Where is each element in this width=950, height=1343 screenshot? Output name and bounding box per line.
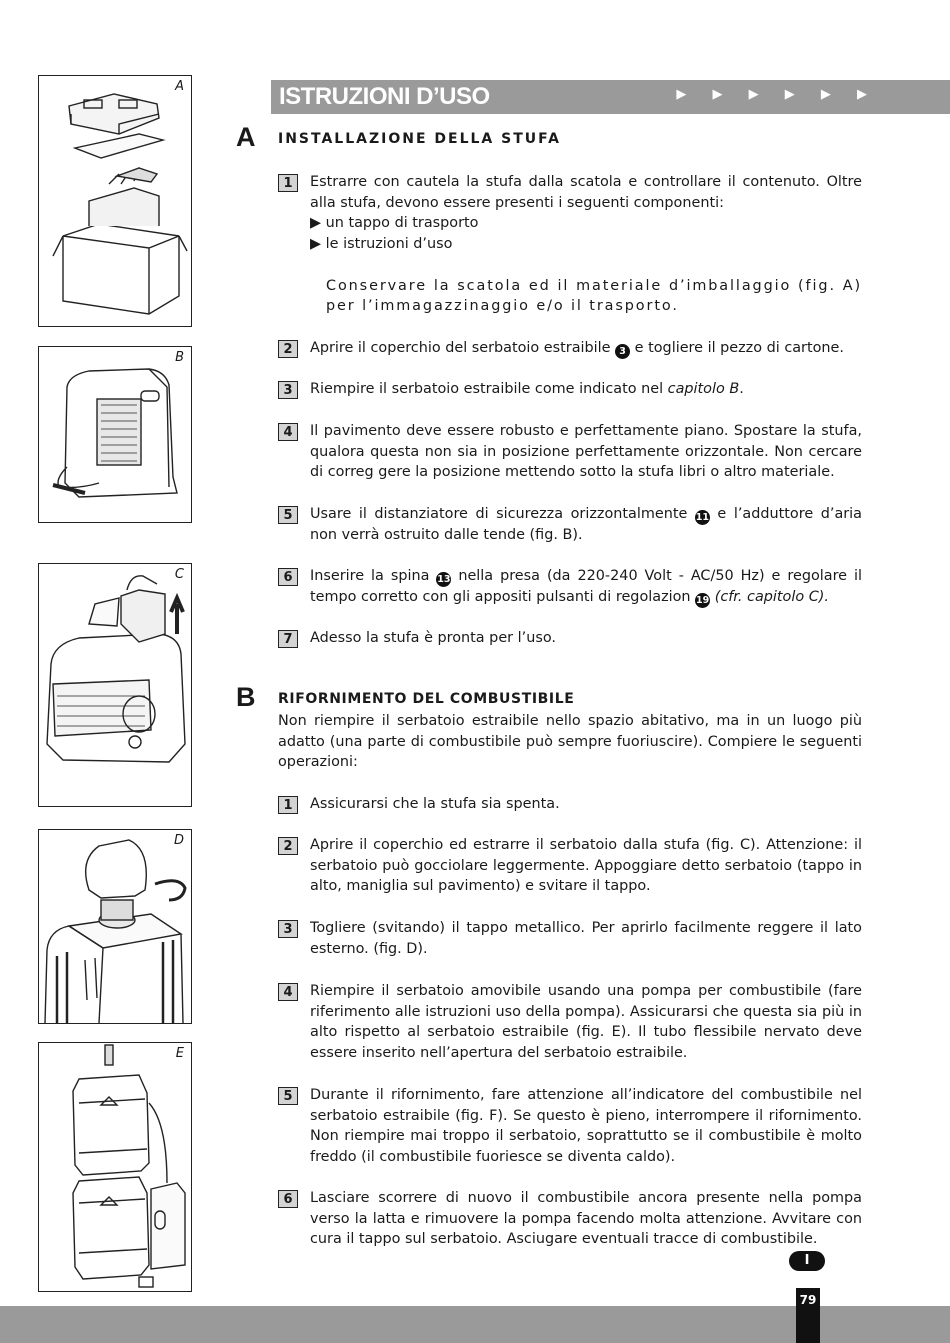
figure-label: A bbox=[175, 79, 184, 94]
step-text: Estrarre con cautela la stufa dalla scatola e controllare il contenuto. Oltre alla stufa, devono essere presenti i seguenti componenti: bbox=[310, 174, 862, 211]
step-text: Usare il distanziatore di sicurezza orizzontalmente 11 e l’adduttore d’aria non verrà ostruito dalle tende (fig. B). bbox=[310, 506, 862, 543]
figure-a bbox=[38, 75, 192, 327]
figure-d bbox=[38, 829, 192, 1024]
step-number: 6 bbox=[278, 1190, 298, 1208]
storage-note: Conservare la scatola ed il materiale d’imballaggio (fig. A) per l’immagazzinaggio e/o il trasporto. bbox=[326, 277, 862, 315]
arrow-decoration-icon: ▶ ▶ ▶ ▶ ▶ ▶ bbox=[676, 87, 878, 102]
reference-marker: 11 bbox=[695, 512, 709, 523]
step-a6 bbox=[278, 566, 862, 608]
figure-c bbox=[38, 563, 192, 807]
step-number: 3 bbox=[278, 920, 298, 938]
cap-unscrew-illustration bbox=[39, 830, 191, 1023]
step-a3 bbox=[278, 379, 862, 400]
tank-removal-illustration bbox=[39, 564, 191, 806]
step-text: Aprire il coperchio ed estrarre il serbatoio dalla stufa (fig. C). Attenzione: il serbatoio può gocciolare leggermente. Appoggiare detto serbatoio (tappo in alto, maniglia sul pavimento) e svitare il tappo. bbox=[310, 837, 862, 895]
heater-rear-illustration bbox=[39, 347, 191, 522]
step-number: 6 bbox=[278, 568, 298, 586]
step-number: 5 bbox=[278, 1087, 298, 1105]
section-b-intro: Non riempire il serbatoio estraibile nello spazio abitativo, ma in un luogo più adatto (una parte di combustibile può sempre fuoriuscire). Compiere le seguenti operazioni: bbox=[278, 713, 862, 771]
bullet-item: ▶ un tappo di trasporto bbox=[310, 215, 479, 232]
step-number: 1 bbox=[278, 796, 298, 814]
figure-e bbox=[38, 1042, 192, 1292]
reference-marker: 3 bbox=[615, 344, 630, 359]
figure-b bbox=[38, 346, 192, 523]
page-title: ISTRUZIONI D’USO bbox=[279, 83, 490, 110]
reference-marker: 19 bbox=[696, 595, 710, 606]
step-text: Adesso la stufa è pronta per l’uso. bbox=[310, 630, 556, 646]
step-text: Lasciare scorrere di nuovo il combustibile ancora presente nella pompa verso la latta e rimuovere la pompa facendo molta attenzione. Avvitare con cura il tappo sul serbatoio. Asciugare eventuali tracce di combustibile. bbox=[310, 1190, 862, 1248]
figure-label: B bbox=[175, 350, 184, 365]
section-header-bar bbox=[271, 80, 950, 114]
step-number: 2 bbox=[278, 340, 298, 358]
refuelling-pump-illustration bbox=[39, 1043, 191, 1291]
step-text: Il pavimento deve essere robusto e perfettamente piano. Spostare la stufa, qualora questa non sia in posizione perfettamente orizzontale. Non cercare di correg gere la posizione mettendo sotto la stufa libri o altro materiale. bbox=[310, 423, 862, 481]
step-number: 5 bbox=[278, 506, 298, 524]
step-a7 bbox=[278, 628, 862, 649]
step-a1 bbox=[278, 172, 862, 317]
page-number: 79 bbox=[796, 1288, 820, 1343]
step-a4 bbox=[278, 421, 862, 483]
step-b2 bbox=[278, 835, 862, 897]
step-text: Riempire il serbatoio estraibile come indicato nel capitolo B. bbox=[310, 381, 744, 397]
step-text: Durante il rifornimento, fare attenzione all’indicatore del combustibile nel serbatoio estraibile (fig. F). Se questo è pieno, interrompere il rifornimento. Non riempire mai troppo il serbatoio, soprattutto se il combustibile è molto freddo (il combustibile fuoriesce se diventa caldo). bbox=[310, 1087, 862, 1166]
step-b5 bbox=[278, 1085, 862, 1168]
section-a-letter: A bbox=[236, 122, 256, 152]
box-unpacking-illustration bbox=[39, 76, 191, 326]
step-text: Riempire il serbatoio amovibile usando una pompa per combustibile (fare riferimento alle istruzioni uso della pompa). Assicurarsi che questa sia più in alto rispetto al serbatoio estraibile (fig. E). Il tubo flessibile nervato deve essere inserito nell’apertura del serbatoio estraibile. bbox=[310, 983, 862, 1062]
bullet-item: ▶ le istruzioni d’uso bbox=[310, 236, 453, 253]
section-b-letter: B bbox=[236, 682, 256, 712]
step-text: Assicurarsi che la stufa sia spenta. bbox=[310, 796, 560, 812]
step-number: 7 bbox=[278, 630, 298, 648]
step-number: 2 bbox=[278, 837, 298, 855]
figure-label: D bbox=[173, 833, 184, 848]
step-b6 bbox=[278, 1188, 862, 1250]
step-number: 1 bbox=[278, 174, 298, 192]
step-b3 bbox=[278, 918, 862, 959]
language-badge: I bbox=[789, 1251, 825, 1271]
figure-label: C bbox=[174, 567, 184, 582]
step-a2 bbox=[278, 338, 862, 359]
figure-label: E bbox=[175, 1046, 184, 1061]
step-text: Togliere (svitando) il tappo metallico. Per aprirlo facilmente reggere il lato esterno. (fig. D). bbox=[310, 920, 862, 957]
step-text: Inserire la spina 13 nella presa (da 220-240 Volt - AC/50 Hz) e regolare il tempo corretto con gli appositi pulsanti di regolazion 19 (cfr. capitolo C). bbox=[310, 568, 862, 606]
step-b4 bbox=[278, 981, 862, 1064]
step-number: 4 bbox=[278, 983, 298, 1001]
step-text: Aprire il coperchio del serbatoio estraibile 3 e togliere il pezzo di cartone. bbox=[310, 340, 844, 357]
step-number: 3 bbox=[278, 381, 298, 399]
step-a5 bbox=[278, 504, 862, 546]
step-b1 bbox=[278, 794, 862, 815]
step-number: 4 bbox=[278, 423, 298, 441]
section-b-title: RIFORNIMENTO DEL COMBUSTIBILE bbox=[278, 691, 575, 707]
reference-marker: 13 bbox=[437, 574, 451, 585]
section-a-title: INSTALLAZIONE DELLA STUFA bbox=[278, 131, 561, 147]
